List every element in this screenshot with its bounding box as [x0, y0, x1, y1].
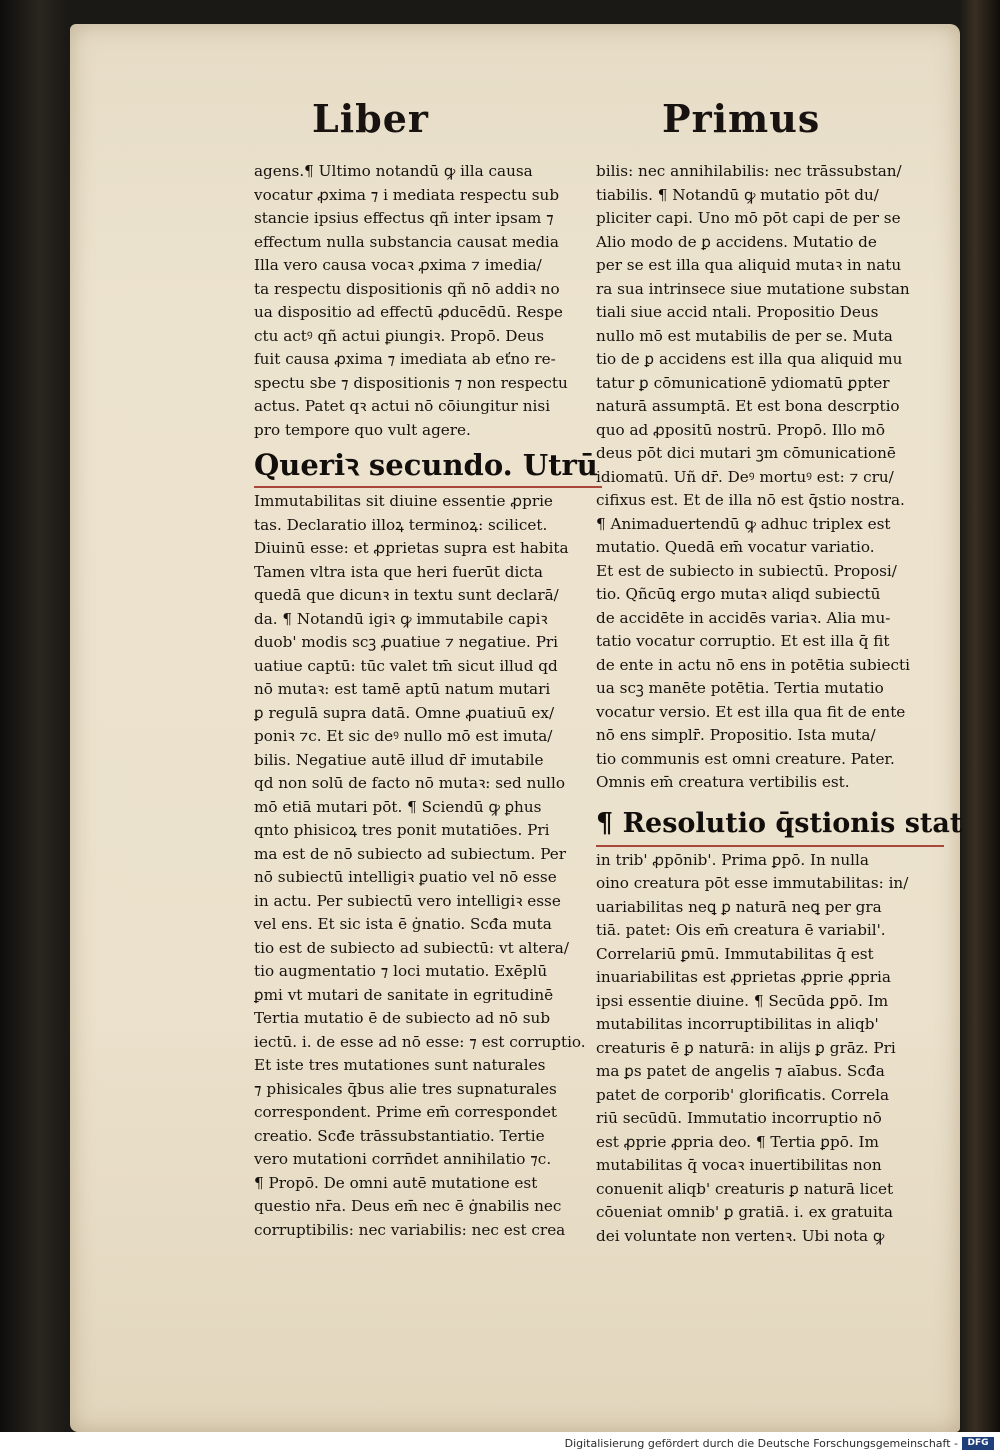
- text-line: ta respectu dispositionis qñ nō addiꝛ no: [254, 279, 560, 298]
- text-line: ra sua intrinsece siue mutatione substan: [596, 279, 910, 298]
- text-line: tatio vocatur corruptio. Et est illa q̄ fit: [596, 632, 890, 650]
- text-line: mutabilitas incorruptibilitas in aliqb': [596, 1015, 879, 1033]
- text-line: quo ad ꝓpositū nostrū. Propō. Illo mō: [596, 420, 885, 439]
- text-line: per se est illa qua aliquid mutaꝛ in natu: [596, 256, 902, 274]
- text-line: spectu sbe ⁊ dispositionis ⁊ non respectu: [254, 373, 568, 392]
- text-line: tio. Qñcūꝗ ergo mutaꝛ aliqd subiectū: [596, 585, 881, 603]
- text-line: iectū. i. de esse ad nō esse: ⁊ est corruptio.: [254, 1032, 586, 1051]
- text-line: cifixus est. Et de illa nō est q̄stio nostra.: [596, 491, 905, 509]
- text-line: idiomatū. Uñ dr̄. Deꝰ mortuꝰ est: ⁊ cru/: [596, 467, 894, 486]
- text-line: vocatur ꝓxima ⁊ i mediata respectu sub: [254, 185, 560, 204]
- text-line: actus. Patet qꝛ actui nō cōiungitur nisi: [254, 397, 551, 415]
- running-head-left: Liber: [312, 96, 429, 141]
- text-line: bilis. Negatiue autē illud dr̄ imutabile: [254, 750, 544, 769]
- text-line: pro tempore quo vult agere.: [254, 420, 471, 439]
- text-line: Tamen vltra ista que heri fuerūt dicta: [254, 562, 543, 581]
- digitization-footer: [0, 1432, 1000, 1455]
- right-text-column: [596, 160, 963, 1248]
- text-line: de ente in actu nō ens in potētia subiecti: [596, 655, 910, 674]
- text-line: tiā. patet: Ois em̄ creatura ē variabil'.: [596, 921, 886, 939]
- text-line: ua scꝫ manēte potētia. Tertia mutatio: [596, 679, 884, 697]
- text-line: poniꝛ ⁊c. Et sic deꝰ nullo mō est imuta/: [254, 727, 553, 745]
- text-line: creaturis ē ꝑ naturā: in alijs ꝑ grāz. Pri: [596, 1038, 896, 1057]
- text-line: Omnis em̄ creatura vertibilis est.: [596, 773, 850, 791]
- text-line: qd non solū de facto nō mutaꝛ: sed nullo: [254, 774, 565, 792]
- text-line: uariabilitas neꝗ ꝑ naturā neꝗ per gra: [596, 897, 882, 916]
- text-line: tatur ꝑ cōmunicationē ydiomatū ꝑpter: [596, 373, 890, 392]
- text-line: vocatur versio. Et est illa qua fit de ente: [596, 702, 906, 721]
- text-line: duob' modis scꝫ ꝓuatiue ⁊ negatiue. Pri: [254, 633, 559, 651]
- text-line: mō etiā mutari pōt. ¶ Sciendū ꝙ ꝑhus: [254, 797, 542, 816]
- text-line: Diuinū esse: et ꝓprietas supra est habita: [254, 539, 569, 557]
- right-column-top-lines: [596, 160, 944, 795]
- text-line: inuariabilitas est ꝓprietas ꝓprie ꝓpria: [596, 968, 891, 986]
- text-line: tio de ꝑ accidens est illa qua aliquid mu: [596, 350, 903, 368]
- text-line: ipsi essentie diuine. ¶ Secūda ꝑpō. Im: [596, 991, 889, 1010]
- text-line: riū secūdū. Immutatio incorruptio nō: [596, 1109, 882, 1127]
- text-line: fuit causa ꝓxima ⁊ imediata ab eťno re-: [254, 350, 556, 368]
- text-line: ꝑ regulā supra datā. Omne ꝓuatiuū ex/: [254, 703, 555, 722]
- text-line: agens.¶ Ultimo notandū ꝙ illa causa: [254, 162, 533, 180]
- text-line: Illa vero causa vocaꝛ ꝓxima ⁊ imedia/: [254, 256, 542, 274]
- right-column-bottom-lines: [596, 849, 944, 1249]
- text-line: ¶ Propō. De omni autē mutatione est: [254, 1173, 538, 1192]
- text-line: ua dispositio ad effectū ꝓducēdū. Respe: [254, 303, 563, 321]
- text-line: ctu actꝰ qñ actui ꝑiungiꝛ. Propō. Deus: [254, 326, 545, 345]
- text-line: est ꝓprie ꝓpria deo. ¶ Tertia ꝑpō. Im: [596, 1132, 879, 1151]
- text-line: corruptibilis: nec variabilis: nec est crea: [254, 1220, 566, 1239]
- text-line: Tertia mutatio ē de subiecto ad nō sub: [254, 1009, 551, 1027]
- text-line: tas. Declaratio illoꝝ terminoꝝ: scilicet.: [254, 515, 548, 534]
- text-line: in trib' ꝓpōnib'. Prima ꝑpō. In nulla: [596, 850, 869, 869]
- text-line: effectum nulla substancia causat media: [254, 232, 559, 251]
- text-line: da. ¶ Notandū igiꝛ ꝙ immutabile capiꝛ: [254, 609, 548, 628]
- text-line: Correlariū ꝑmū. Immutabilitas q̄ est: [596, 944, 874, 963]
- text-line: ma ꝑs patet de angelis ⁊ aīabus. Scđa: [596, 1062, 885, 1080]
- left-text-column: [254, 160, 602, 1242]
- text-line: ⁊ phisicales q̄bus alie tres supnaturales: [254, 1079, 557, 1098]
- left-column-bottom-lines: [254, 490, 602, 1242]
- text-line: mutabilitas q̄ vocaꝛ inuertibilitas non: [596, 1156, 882, 1174]
- text-line: tio est de subiecto ad subiectū: vt altera/: [254, 938, 569, 957]
- text-line: tio augmentatio ⁊ loci mutatio. Exēplū: [254, 962, 548, 980]
- text-line: mutatio. Quedā em̄ vocatur variatio.: [596, 538, 875, 556]
- text-line: ma est de nō subiecto ad subiectum. Per: [254, 844, 566, 863]
- text-line: Immutabilitas sit diuine essentie ꝓprie: [254, 492, 553, 510]
- text-line: in actu. Per subiectū vero intelligiꝛ esse: [254, 891, 561, 910]
- text-line: ꝑmi vt mutari de sanitate in egritudinē: [254, 985, 554, 1004]
- text-line: vero mutationi corrn̄det annihilatio ⁊c.: [254, 1150, 552, 1168]
- text-line: nō subiectū intelligiꝛ ꝑuatio vel nō esse: [254, 868, 557, 886]
- text-line: ¶ Animaduertendū ꝙ adhuc triplex est: [596, 514, 891, 533]
- text-line: cōueniat omnib' ꝑ gratiā. i. ex gratuita: [596, 1203, 893, 1221]
- dfg-logo-icon: DFG: [962, 1437, 994, 1450]
- funding-credit-text: Digitalisierung gefördert durch die Deutsche Forschungsgemeinschaft -: [564, 1437, 958, 1450]
- right-resolution-heading: ¶ Resolutio q̄stionis stat: [596, 803, 944, 847]
- text-line: conuenit aliqb' creaturis ꝑ naturā licet: [596, 1179, 894, 1198]
- text-line: dei voluntate non vertenꝛ. Ubi nota ꝙ: [596, 1226, 885, 1245]
- text-line: creatio. Scđe trāssubstantiatio. Tertie: [254, 1126, 545, 1145]
- text-line: deus pōt dici mutari ꝫm cōmunicationē: [596, 444, 896, 462]
- text-line: oino creatura pōt esse immutabilitas: in/: [596, 874, 909, 892]
- text-line: naturā assumptā. Et est bona descrptio: [596, 397, 900, 415]
- text-line: tiabilis. ¶ Notandū ꝙ mutatio pōt du/: [596, 185, 879, 204]
- text-line: pliciter capi. Uno mō pōt capi de per se: [596, 209, 901, 227]
- text-line: tiali siue accid ntali. Propositio Deus: [596, 303, 879, 321]
- text-line: tio communis est omni creature. Pater.: [596, 749, 895, 768]
- text-line: vel ens. Et sic ista ē ġnatio. Scđa muta: [254, 915, 552, 933]
- running-head-right: Primus: [662, 96, 821, 141]
- text-line: Et iste tres mutationes sunt naturales: [254, 1056, 546, 1074]
- text-line: quedā que dicunꝛ in textu sunt declarā/: [254, 586, 559, 604]
- text-line: qnto phisicoꝝ tres ponit mutatiōes. Pri: [254, 821, 550, 839]
- text-line: nullo mō est mutabilis de per se. Muta: [596, 326, 893, 345]
- text-line: nō mutaꝛ: est tamē aptū natum mutari: [254, 680, 551, 698]
- text-line: nō ens simplr̄. Propositio. Ista muta/: [596, 726, 876, 744]
- text-line: Alio modo de ꝑ accidens. Mutatio de: [596, 232, 877, 251]
- text-line: questio nr̄a. Deus em̄ nec ē ġnabilis nec: [254, 1197, 562, 1215]
- text-line: correspondent. Prime em̄ correspondet: [254, 1103, 558, 1121]
- text-line: uatiue captū: tūc valet tm̄ sicut illud qd: [254, 656, 558, 675]
- text-line: bilis: nec annihilabilis: nec trāssubstan/: [596, 162, 902, 180]
- text-line: stancie ipsius effectus qñ inter ipsam ⁊: [254, 209, 554, 227]
- text-line: Et est de subiecto in subiectū. Proposi/: [596, 561, 897, 580]
- left-question-heading: Queriꝛ secundo. Utrū: [254, 444, 602, 488]
- text-line: patet de corporib' glorificatis. Correla: [596, 1085, 890, 1104]
- left-column-top-lines: [254, 160, 602, 442]
- text-line: de accidēte in accidēs variaꝛ. Alia mu-: [596, 608, 891, 627]
